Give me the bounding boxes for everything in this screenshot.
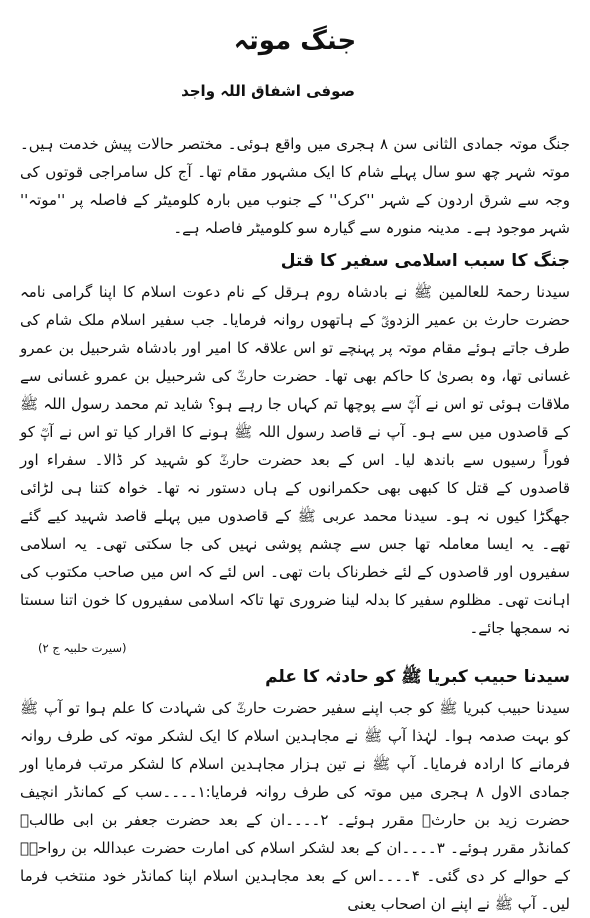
article-title: جنگ موتہ (233, 26, 357, 56)
section-body-cause: سیدنا رحمۃ للعالمین ﷺ نے بادشاہ روم ہرقل کے نام دعوت اسلام کا اپنا گرامی نامہ حضرت حارث بن عمیر الزدویؓ کے ہاتھوں روانہ فرمایا۔ جب سفیر اسلام ملک شام کی طرف جاتے ہوئے مقام موتہ پر پہنچے تو اس علاقہ کا امیر اور بادشاہ شرحبیل بن عمرو غسانی تھا، وہ بصریٰ کا حاکم بھی تھا۔ حضرت حارثؓ کی شرحبیل بن عمرو غسانی سے ملاقات ہوئی تو اس نے آپؓ سے پوچھا تم کہاں جا رہے ہو؟ شاید تم محمد رسول اللہ ﷺ کے قاصدوں میں سے ہو۔ آپ نے قاصد رسول اللہ ﷺ ہونے کا اقرار کیا تو اس نے آپؓ کو فوراً رسیوں سے باندھ لیا۔ اس کے بعد حضرت حارثؓ کو شہید کر ڈالا۔ سفراء اور قاصدوں کے قتل کا کبھی بھی حکمرانوں کے ہاں دستور نہ تھا۔ خواہ کتنا ہی لڑائی جھگڑا کیوں نہ ہو۔ سیدنا محمد عربی ﷺ کے قاصدوں میں پہلے قاصد شہید کیے گئے تھے۔ یہ ایسا معاملہ تھا جس سے چشم پوشی نہیں کی جا سکتی تھی۔ یہ اسلامی سفیروں اور قاصدوں کے لئے خطرناک بات تھی۔ اس لئے کہ اس میں صاحب مکتوب کی اہانت تھی۔ مظلوم سفیر کا بدلہ لینا ضروری تھا تاکہ اسلامی سفیروں کا خون اتنا سستا نہ سمجھا جائے۔ (20, 283, 570, 637)
citation: (سیرت حلبیہ ج ۲) (38, 641, 127, 655)
intro-paragraph: جنگ موتہ جمادی الثانی سن ۸ ہجری میں واقع ہوئی۔ مختصر حالات پیش خدمت ہیں۔ موتہ شہر چھ سو سال پہلے شام کا ایک مشہور مقام تھا۔ آج کل سامراجی قوتوں کی وجہ سے شرق اردون کے شہر ''کرک'' کے جنوب میں بارہ کلومیٹر کے فاصلہ پر ''موتہ'' شہر موجود ہے۔ مدینہ منورہ سے گیارہ سو کلومیٹر فاصلہ ہے۔ (20, 135, 570, 237)
author-name: صوفی اشفاق اللہ واجد (181, 82, 355, 100)
section-body-news: سیدنا حبیب کبریا ﷺ کو جب اپنے سفیر حضرت حارثؓ کی شہادت کا علم ہوا تو آپ ﷺ کو بہت صدمہ ہوا۔ لہٰذا آپ ﷺ نے مجاہدین اسلام کا ایک لشکر موتہ کی طرف روانہ فرمانے کا ارادہ فرمایا۔ آپ ﷺ نے تین ہزار مجاہدین اسلام کا لشکر مرتب فرمایا اور جمادی الاول ۸ ہجری میں موتہ کی طرف روانہ فرمایا:۱۔۔۔۔سب کے کمانڈر انچیف حضرت زید بن حارثؓ مقرر ہوئے۔ ۲۔۔۔۔ان کے بعد حضرت جعفر بن ابی طالبؓ کمانڈر مقرر ہوئے۔ ۳۔۔۔۔ان کے بعد لشکر اسلام کی امارت حضرت عبداللہ بن رواحہؓ کے حوالے کر دی گئی۔ ۴۔۔۔۔اس کے بعد مجاہدین اسلام اپنا کمانڈر خود منتخب فرما لیں۔ آپ ﷺ نے اپنے ان اصحاب یعنی (20, 699, 571, 913)
section-heading-cause: جنگ کا سبب اسلامی سفیر کا قتل (280, 251, 570, 271)
section-heading-news: سیدنا حبیب کبریا ﷺ کو حادثہ کا علم (265, 667, 570, 687)
